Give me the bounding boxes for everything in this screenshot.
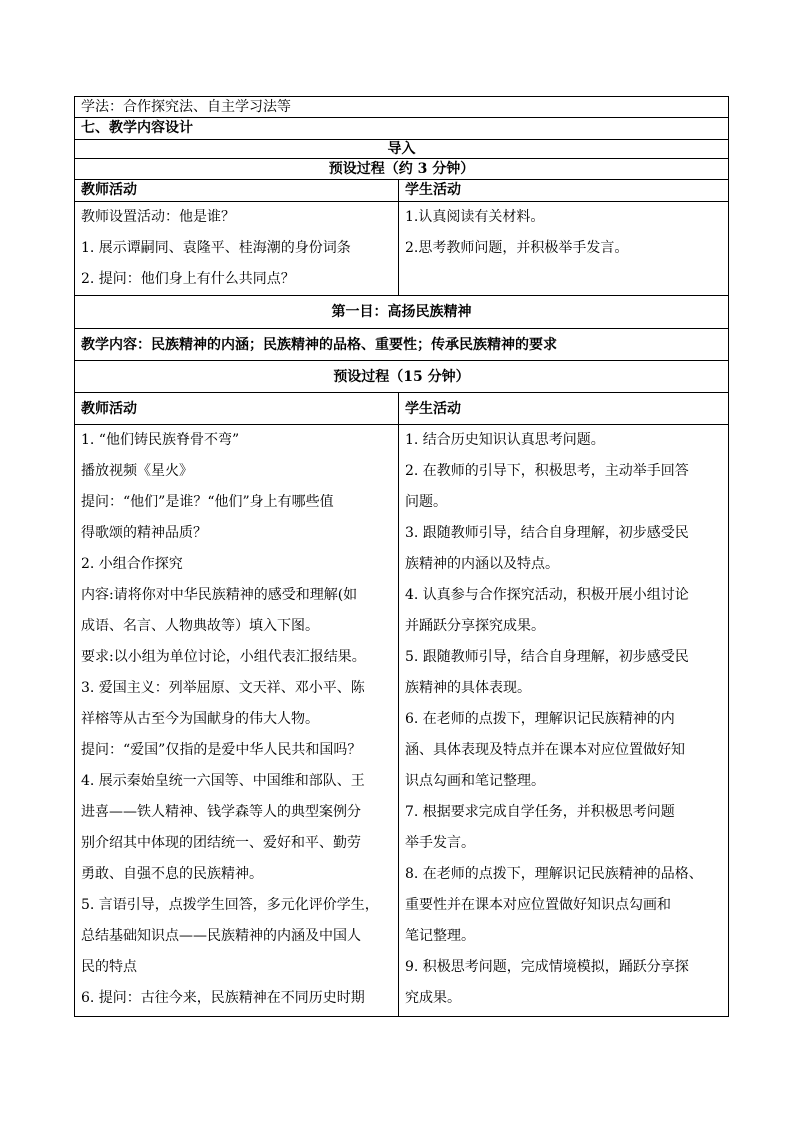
part1-student-line: 涵、具体表现及特点并在课本对应位置做好知	[405, 742, 685, 758]
part1-student-line: 1. 结合历史知识认真思考问题。	[405, 432, 605, 448]
intro-process-row	[75, 159, 729, 180]
part1-teacher-line: 进喜——铁人精神、钱学森等人的典型案例分	[81, 804, 361, 820]
intro-student-line: 2.思考教师问题，并积极举手发言。	[405, 240, 629, 256]
part1-student-line: 族精神的内涵以及特点。	[405, 556, 559, 572]
part1-student-line: 8. 在老师的点拨下，理解识记民族精神的品格、	[405, 866, 703, 882]
part1-title-row	[75, 296, 729, 329]
part1-teacher-line: 2. 小组合作探究	[81, 556, 183, 572]
part1-student-line: 举手发言。	[405, 835, 475, 851]
part1-teacher-line: 民的特点	[81, 959, 137, 975]
intro-process: 预设过程（约 3 分钟）	[75, 159, 729, 180]
part1-title: 第一目：高扬民族精神	[75, 296, 729, 329]
part1-student-line: 识点勾画和笔记整理。	[405, 773, 545, 789]
intro-student-cell	[399, 202, 729, 296]
part1-teacher-line: 勇敢、自强不息的民族精神。	[81, 866, 263, 882]
part1-student-line: 7. 根据要求完成自学任务，并积极思考问题	[405, 804, 675, 820]
intro-student-header: 学生活动	[399, 180, 729, 202]
part1-student-line: 族精神的具体表现。	[405, 680, 531, 696]
intro-header-row	[75, 180, 729, 202]
lesson-plan-table	[74, 96, 729, 1017]
study-method-cell: 学法：合作探究法、自主学习法等	[75, 97, 729, 118]
part1-teacher-line: 提问：“他们”是谁？“他们”身上有哪些值	[81, 494, 334, 510]
part1-student-cell	[399, 425, 729, 1017]
part1-teacher-line: 要求:以小组为单位讨论，小组代表汇报结果。	[81, 649, 366, 665]
part1-teacher-cell	[75, 425, 399, 1017]
intro-student-line: 1.认真阅读有关材料。	[405, 209, 545, 225]
intro-title-row	[75, 140, 729, 159]
intro-teacher-cell	[75, 202, 399, 296]
part1-teacher-line: 提问：“爱国”仅指的是爱中华人民共和国吗？	[81, 742, 362, 758]
part1-student-line: 5. 跟随教师引导，结合自身理解，初步感受民	[405, 649, 689, 665]
part1-teacher-line: 3. 爱国主义：列举屈原、文天祥、邓小平、陈	[81, 680, 365, 696]
part1-student-line: 问题。	[405, 494, 447, 510]
part1-student-line: 重要性并在课本对应位置做好知识点勾画和	[405, 897, 671, 913]
study-method-row	[75, 97, 729, 118]
part1-teacher-line: 别介绍其中体现的团结统一、爱好和平、勤劳	[81, 835, 361, 851]
part1-teacher-line: 6. 提问：古往今来，民族精神在不同历史时期	[81, 990, 365, 1006]
part1-student-line: 究成果。	[405, 990, 461, 1006]
intro-teacher-line: 1. 展示谭嗣同、袁隆平、桂海潮的身份词条	[81, 240, 351, 256]
part1-process-row	[75, 361, 729, 393]
part1-content-row	[75, 329, 729, 361]
part1-student-line: 9. 积极思考问题，完成情境模拟，踊跃分享探	[405, 959, 689, 975]
part1-teacher-line: 1. “他们铸民族脊骨不弯”	[81, 432, 240, 448]
section-title-row	[75, 118, 729, 140]
part1-teacher-line: 成语、名言、人物典故等）填入下图。	[81, 618, 319, 634]
part1-content: 教学内容：民族精神的内涵；民族精神的品格、重要性；传承民族精神的要求	[75, 329, 729, 361]
intro-body-row	[75, 202, 729, 296]
part1-student-line: 3. 跟随教师引导，结合自身理解，初步感受民	[405, 525, 689, 541]
part1-teacher-line: 祥榕等从古至今为国献身的伟大人物。	[81, 711, 319, 727]
part1-student-line: 笔记整理。	[405, 928, 475, 944]
section-title: 七、教学内容设计	[75, 118, 729, 140]
intro-teacher-header: 教师活动	[75, 180, 399, 202]
part1-header-row	[75, 393, 729, 425]
intro-title: 导入	[75, 140, 729, 159]
part1-student-line: 并踊跃分享探究成果。	[405, 618, 545, 634]
part1-student-header: 学生活动	[399, 393, 729, 425]
intro-teacher-line: 教师设置活动：他是谁？	[81, 209, 235, 225]
part1-teacher-line: 得歌颂的精神品质？	[81, 525, 207, 541]
part1-process: 预设过程（15 分钟）	[75, 361, 729, 393]
part1-teacher-line: 总结基础知识点——民族精神的内涵及中国人	[81, 928, 361, 944]
part1-teacher-line: 4. 展示秦始皇统一六国等、中国维和部队、王	[81, 773, 365, 789]
part1-student-line: 4. 认真参与合作探究活动，积极开展小组讨论	[405, 587, 689, 603]
part1-teacher-line: 播放视频《星火》	[81, 463, 193, 479]
intro-teacher-line: 2. 提问：他们身上有什么共同点？	[81, 271, 295, 287]
part1-teacher-line: 内容:请将你对中华民族精神的感受和理解(如	[81, 587, 358, 603]
part1-teacher-header: 教师活动	[75, 393, 399, 425]
part1-teacher-line: 5. 言语引导，点拨学生回答，多元化评价学生，	[81, 897, 379, 913]
part1-body-row	[75, 425, 729, 1017]
part1-student-line: 2. 在教师的引导下，积极思考，主动举手回答	[405, 463, 689, 479]
part1-student-line: 6. 在老师的点拨下，理解识记民族精神的内	[405, 711, 675, 727]
